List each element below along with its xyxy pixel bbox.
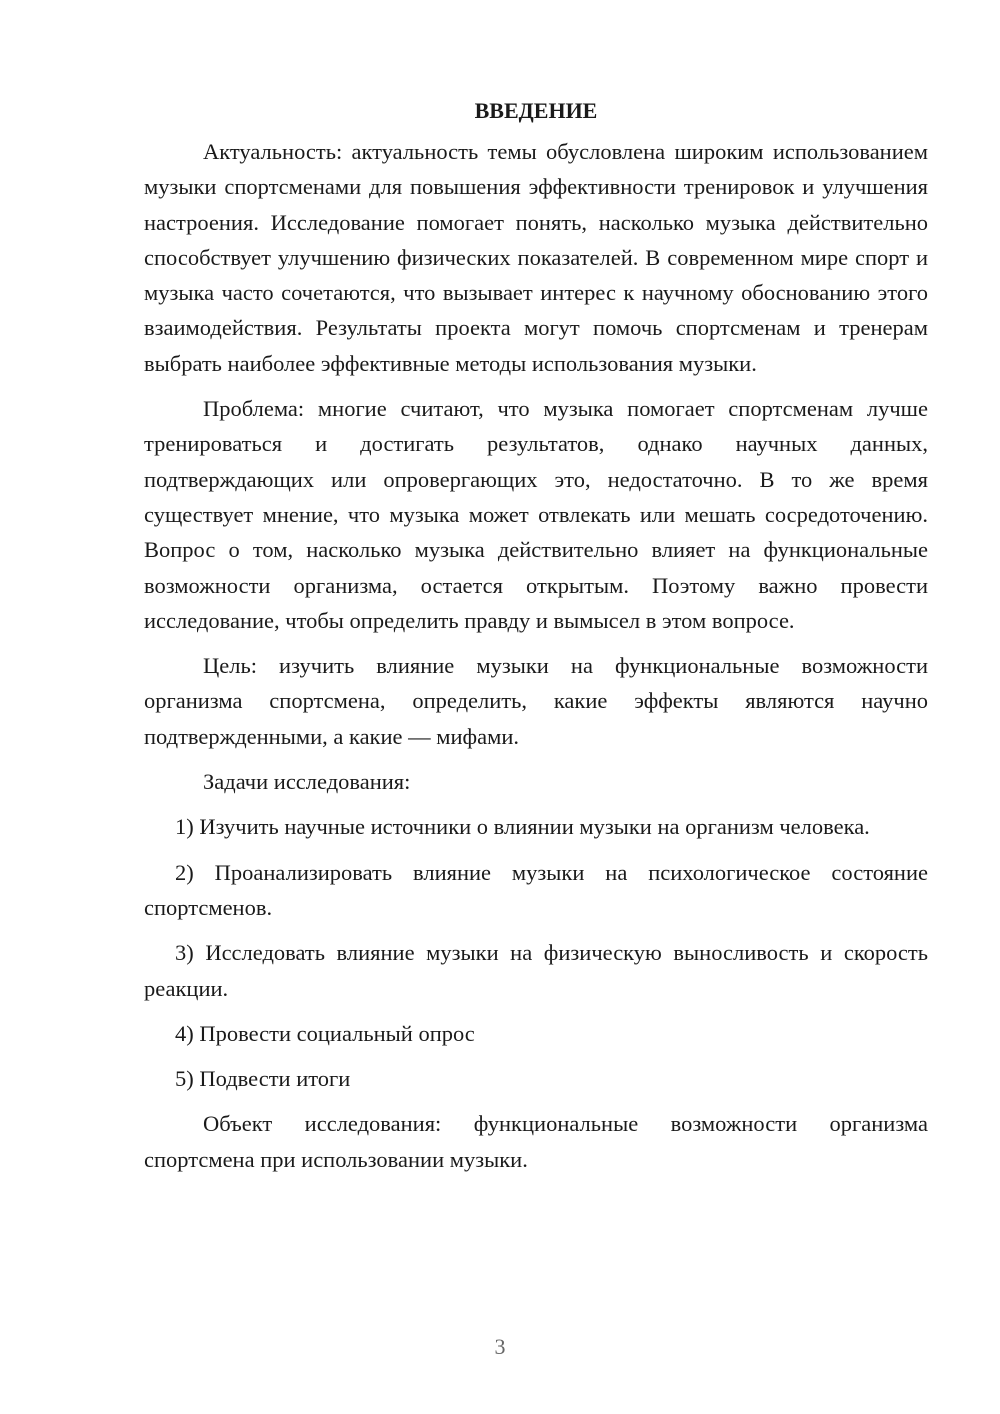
tasks-title: Задачи исследования:: [203, 769, 411, 795]
problem-paragraph: Проблема: многие считают, что музыка помогает спортсменам лучше тренироваться и достигать результатов, однако научных данных, подтверждающих или опровергающих это, недостаточно. В то же время существует мнение, что музыка может отвлекать или мешать сосредоточению. Вопрос о том, насколько музыка действительно влияет на функциональные возможности организма, остается открытым. Поэтому важно провести исследование, чтобы определить правду и вымысел в этом вопросе.: [144, 396, 928, 633]
task-item-4: 4) Провести социальный опрос: [175, 1020, 475, 1046]
task-item-2: 2) Проанализировать влияние музыки на психологическое состояние спортсменов.: [144, 859, 928, 920]
goal-paragraph: Цель: изучить влияние музыки на функциональные возможности организма спортсмена, определить, какие эффекты являются научно подтвержденными, а какие — мифами.: [144, 653, 928, 749]
task-item-1: 1) Изучить научные источники о влиянии музыки на организм человека.: [175, 814, 870, 840]
page-number: 3: [494, 1334, 506, 1359]
task-item-5: 5) Подвести итоги: [175, 1066, 351, 1092]
relevance-paragraph: Актуальность: актуальность темы обусловлена широким использованием музыки спортсменами для повышения эффективности тренировок и улучшения настроения. Исследование помогает понять, насколько музыка действительно способствует улучшению физических показателей. В современном мире спорт и музыка часто сочетаются, что вызывает интерес к научному обоснованию этого взаимодействия. Результаты проекта могут помочь спортсменам и тренерам выбрать наиболее эффективные методы использования музыки.: [144, 139, 928, 376]
object-paragraph: Объект исследования: функциональные возможности организма спортсмена при использовании музыки.: [144, 1111, 928, 1172]
page-content: [144, 93, 928, 1177]
section-heading: ВВЕДЕНИЕ: [474, 98, 598, 123]
task-item-3: 3) Исследовать влияние музыки на физическую выносливость и скорость реакции.: [144, 940, 928, 1001]
